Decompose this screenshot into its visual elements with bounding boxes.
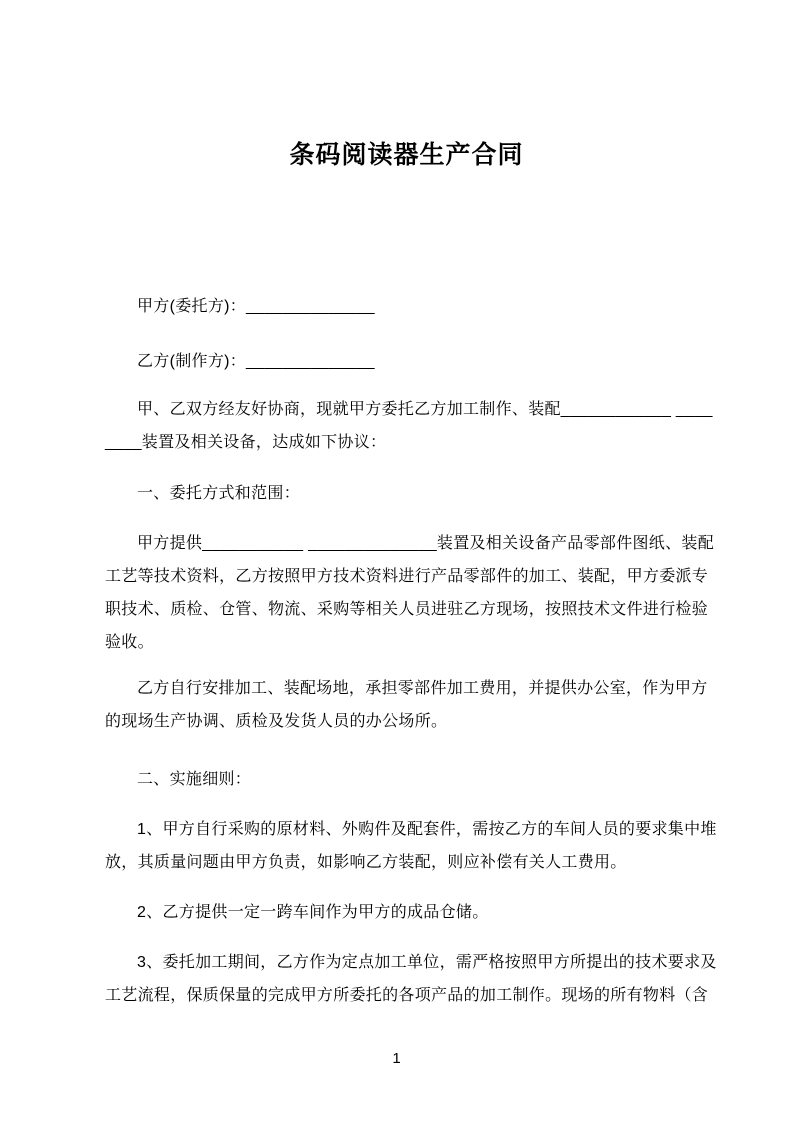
- section-1-paragraph-2-line-1: 乙方自行安排加工、装配场地，承担零部件加工费用，并提供办公室，作为甲方: [137, 680, 708, 697]
- section-1-paragraph-1-line-2: 工艺等技术资料，乙方按照甲方技术资料进行产品零部件的加工、装配，甲方委派专: [105, 568, 709, 585]
- intro-line-1: 甲、乙双方经友好协商，现就甲方委托乙方加工制作、装配____________ ____: [137, 401, 713, 418]
- section-2-heading-paragraph: [105, 763, 708, 796]
- section-1-paragraph-2-line-2: 的现场生产协调、质检及发货人员的办公场所。: [105, 713, 448, 730]
- section-2-heading: 二、实施细则：: [137, 771, 252, 788]
- section-1-paragraph-2: [105, 672, 708, 738]
- section-2-item-1-line-2: 放，其质量问题由甲方负责，如影响乙方装配，则应补偿有关人工费用。: [105, 854, 627, 871]
- section-2-item-1: [105, 813, 717, 879]
- section-1-paragraph-1-line-4: 验收。: [105, 634, 154, 651]
- section-2-item-2: [105, 896, 708, 929]
- page-number: 1: [392, 1050, 401, 1067]
- section-1-paragraph-1-line-3: 职技术、质检、仓管、物流、采购等相关人员进驻乙方现场，按照技术文件进行检验: [105, 601, 709, 618]
- section-2-item-1-line-1: 1、甲方自行采购的原材料、外购件及配套件，需按乙方的车间人员的要求集中堆: [137, 821, 717, 838]
- section-2-item-3: [105, 946, 717, 1012]
- document-title: 条码阅读器生产合同: [289, 141, 524, 169]
- party-a-line: 甲方(委托方)：______________: [137, 298, 375, 315]
- party-b-paragraph: [105, 345, 708, 378]
- document-body: [105, 138, 717, 1012]
- party-a-paragraph: [105, 290, 708, 323]
- intro-paragraph: [105, 393, 713, 459]
- section-1-heading-paragraph: [105, 477, 708, 510]
- section-2-item-2-line-1: 2、乙方提供一定一跨车间作为甲方的成品仓储。: [137, 904, 489, 921]
- section-1-paragraph-1: [105, 527, 715, 659]
- section-2-item-3-line-2: 工艺流程，保质保量的完成甲方所委托的各项产品的加工制作。现场的所有物料（含: [105, 987, 709, 1004]
- section-1-heading: 一、委托方式和范围：: [137, 485, 301, 502]
- intro-line-2: ____装置及相关设备，达成如下协议：: [105, 434, 387, 451]
- party-b-line: 乙方(制作方)：______________: [137, 353, 375, 370]
- section-2-item-3-line-1: 3、委托加工期间，乙方作为定点加工单位，需严格按照甲方所提出的技术要求及: [137, 954, 717, 971]
- section-1-paragraph-1-line-1: 甲方提供___________ ______________装置及相关设备产品零部件图纸、装配: [137, 535, 715, 552]
